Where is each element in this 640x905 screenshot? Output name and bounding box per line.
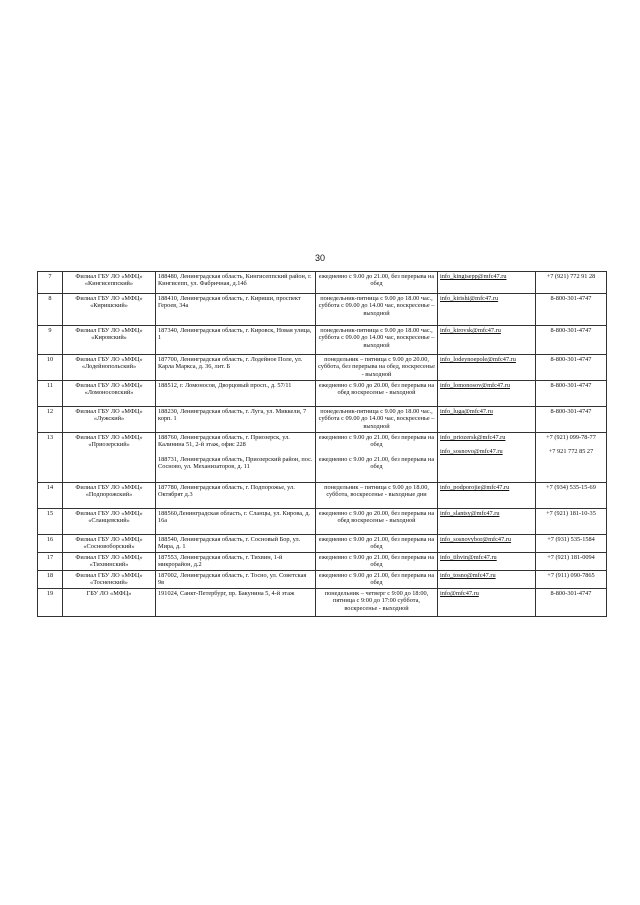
office-address: 188512, г. Ломоносов, Дворцовый просп., д. 57/11 — [156, 381, 316, 407]
table-row — [38, 326, 607, 355]
email-link[interactable]: info_lomonosov@mfc47.ru — [440, 382, 510, 389]
phone-secondary: +7 921 772 85 27 — [548, 448, 594, 456]
email-link[interactable]: info_podporojie@mfc47.ru — [440, 484, 510, 491]
table-row — [38, 355, 607, 381]
office-name: Филиал ГБУ ЛО «МФЦ» «Кировский» — [63, 326, 156, 355]
office-name: Филиал ГБУ ЛО «МФЦ» «Кингисеппский» — [63, 272, 156, 294]
office-name: Филиал ГБУ ЛО «МФЦ» «Лодейнопольский» — [63, 355, 156, 381]
table-row — [38, 535, 607, 553]
office-hours: ежедневно с 9.00 до 20.00, без перерыва на обед воскресенье - выходной — [316, 509, 438, 535]
office-address: 187340, Ленинградская область, г. Кировск, Новая улица, 1 — [156, 326, 316, 355]
office-address: 188230, Ленинградская область, г. Луга, ул. Миккели, 7 корп. 1 — [156, 407, 316, 433]
office-phone: 8-800-301-4747 — [536, 589, 607, 617]
office-hours: понедельник-пятница с 9.00 до 18.00 час., суббота с 09.00 до 14.00 час, воскресенье – выходной — [316, 294, 438, 326]
email-link[interactable]: info_lodeynoepole@mfc47.ru — [440, 356, 516, 363]
row-number: 17 — [38, 553, 63, 571]
office-hours: понедельник-пятница с 9.00 до 18.00 час., суббота с 09.00 до 14.00 час, воскресенье – выходной — [316, 407, 438, 433]
office-address: 187553, Ленинградская область, г. Тихвин, 1-й микрорайон, д.2 — [156, 553, 316, 571]
row-number: 15 — [38, 509, 63, 535]
email-link[interactable]: info_kirishi@mfc47.ru — [440, 295, 499, 302]
row-number: 16 — [38, 535, 63, 553]
office-email — [438, 407, 536, 433]
office-email — [438, 355, 536, 381]
office-phone: +7 (921) 181-10-35 — [536, 509, 607, 535]
office-phone: 8-800-301-4747 — [536, 355, 607, 381]
office-email — [438, 433, 536, 483]
email-link[interactable]: info_slantsy@mfc47.ru — [440, 510, 500, 517]
office-name: Филиал ГБУ ЛО «МФЦ» «Ломоносовский» — [63, 381, 156, 407]
office-hours: понедельник – четверг с 9:00 до 18:00, пятница с 9:00 до 17:00 суббота, воскресенье - выходной — [316, 589, 438, 617]
email-link[interactable]: info_luga@mfc47.ru — [440, 408, 493, 415]
phone-primary: +7 (921) 099-78-77 — [546, 434, 596, 441]
page-number: 30 — [314, 253, 325, 263]
office-hours: понедельник – пятница с 9.00 до 18.00, суббота, воскресенье - выходные дни — [316, 483, 438, 509]
office-email — [438, 381, 536, 407]
office-email — [438, 294, 536, 326]
office-name: ГБУ ЛО «МФЦ» — [63, 589, 156, 617]
row-number: 11 — [38, 381, 63, 407]
office-phone: 8-800-301-4747 — [536, 326, 607, 355]
email-link[interactable]: info_tosno@mfc47.ru — [440, 572, 496, 579]
office-hours: ежедневно с 9.00 до 21.00, без перерыва на обед — [316, 571, 438, 589]
office-address: 187780, Ленинградская область, г. Подпорожье, ул. Октябрят д.3 — [156, 483, 316, 509]
office-address: 187700, Ленинградская область, г. Лодейное Поле, ул. Карла Маркса, д. 36, лит. Б — [156, 355, 316, 381]
table-row — [38, 509, 607, 535]
table-row — [38, 553, 607, 571]
office-name: Филиал ГБУ ЛО «МФЦ» «Тихвинский» — [63, 553, 156, 571]
offices-table-body — [38, 272, 607, 617]
email-link[interactable]: info_kirovsk@mfc47.ru — [440, 327, 501, 334]
table-row — [38, 433, 607, 483]
office-phone: 8-800-301-4747 — [536, 294, 607, 326]
office-address: 188480, Ленинградская область, Кингисеппский район, г. Кингисепп, ул. Фабричная, д.14б — [156, 272, 316, 294]
row-number: 19 — [38, 589, 63, 617]
office-hours: ежедневно с 9.00 до 20.00, без перерыва на обед воскресенье - выходной — [316, 381, 438, 407]
address-primary: 188760, Ленинградская область, г. Приозерск, ул. Калинина 51, 2-й этаж, офис 228 — [158, 434, 290, 449]
table-row — [38, 407, 607, 433]
table-row — [38, 294, 607, 326]
office-email — [438, 535, 536, 553]
office-address: 191024, Санкт-Петербург, пр. Бакунина 5, 4-й этаж — [156, 589, 316, 617]
office-hours — [316, 433, 438, 483]
address-secondary: 188731, Ленинградская область, Приозерский район, пос. Сосново, ул. Механизаторов, д. 11 — [158, 455, 313, 471]
office-address — [156, 433, 316, 483]
table-row — [38, 381, 607, 407]
office-email — [438, 483, 536, 509]
row-number: 10 — [38, 355, 63, 381]
office-hours: ежедневно с 9.00 до 21.00, без перерыва на обед — [316, 553, 438, 571]
row-number: 18 — [38, 571, 63, 589]
office-email — [438, 553, 536, 571]
office-address: 188560,Ленинградская область, г. Сланцы, ул. Кирова, д. 16а — [156, 509, 316, 535]
email-link[interactable]: info@mfc47.ru — [440, 590, 479, 597]
email-link-secondary[interactable]: info_sosnovo@mfc47.ru — [440, 448, 503, 456]
email-link[interactable]: info_sosnovybor@mfc47.ru — [440, 536, 512, 543]
office-hours: понедельник – пятница с 9.00 до 20.00, суббота, без перерыва на обед, воскресенье - выходной — [316, 355, 438, 381]
office-email — [438, 326, 536, 355]
office-name: Филиал ГБУ ЛО «МФЦ» «Сланцевский» — [63, 509, 156, 535]
office-name: Филиал ГБУ ЛО «МФЦ» «Подпорожский» — [63, 483, 156, 509]
table-row — [38, 272, 607, 294]
office-hours: ежедневно с 9.00 до 21.00, без перерыва на обед — [316, 535, 438, 553]
office-phone: +7 (921) 181-0094 — [536, 553, 607, 571]
row-number: 9 — [38, 326, 63, 355]
office-name: Филиал ГБУ ЛО «МФЦ» «Сосновоборский» — [63, 535, 156, 553]
office-name: Филиал ГБУ ЛО «МФЦ» «Лужский» — [63, 407, 156, 433]
row-number: 13 — [38, 433, 63, 483]
office-phone: 8-800-301-4747 — [536, 407, 607, 433]
office-phone: +7 (934) 535-15-69 — [536, 483, 607, 509]
row-number: 8 — [38, 294, 63, 326]
office-phone: +7 (921) 772 91 28 — [536, 272, 607, 294]
row-number: 14 — [38, 483, 63, 509]
office-address: 188410, Ленинградская область, г. Кириши, проспект Героев, 34а — [156, 294, 316, 326]
offices-table — [37, 271, 607, 617]
office-email — [438, 571, 536, 589]
office-phone: +7 (931) 535-1584 — [536, 535, 607, 553]
office-phone: +7 (911) 090-7865 — [536, 571, 607, 589]
office-hours: ежедневно с 9.00 до 21.00, без перерыва на обед — [316, 272, 438, 294]
email-link[interactable]: info_priozersk@mfc47.ru — [440, 434, 506, 441]
row-number: 12 — [38, 407, 63, 433]
office-address: 187002, Ленинградская область, г. Тосно, ул. Советская 9в — [156, 571, 316, 589]
table-row — [38, 589, 607, 617]
office-email — [438, 272, 536, 294]
office-address: 188540, Ленинградская область, г. Сосновый Бор, ул. Мира, д. 1 — [156, 535, 316, 553]
office-email — [438, 589, 536, 617]
office-name: Филиал ГБУ ЛО «МФЦ» «Тосненский» — [63, 571, 156, 589]
hours-secondary: ежедневно с 9.00 до 21.00, без перерыва на обед — [318, 455, 435, 471]
office-email — [438, 509, 536, 535]
hours-primary: ежедневно с 9.00 до 21.00, без перерыва на обед — [318, 434, 435, 449]
table-row — [38, 571, 607, 589]
office-phone: 8-800-301-4747 — [536, 381, 607, 407]
row-number: 7 — [38, 272, 63, 294]
office-phone — [536, 433, 607, 483]
office-name: Филиал ГБУ ЛО «МФЦ» «Киришский» — [63, 294, 156, 326]
office-name: Филиал ГБУ ЛО «МФЦ» «Приозерский» — [63, 433, 156, 483]
email-link[interactable]: info_tihvin@mfc47.ru — [440, 554, 497, 561]
table-row — [38, 483, 607, 509]
office-hours: понедельник-пятница с 9.00 до 18.00 час., суббота с 09.00 до 14.00 час, воскресенье – выходной — [316, 326, 438, 355]
email-link[interactable]: info_kingisepp@mfc47.ru — [440, 273, 507, 280]
